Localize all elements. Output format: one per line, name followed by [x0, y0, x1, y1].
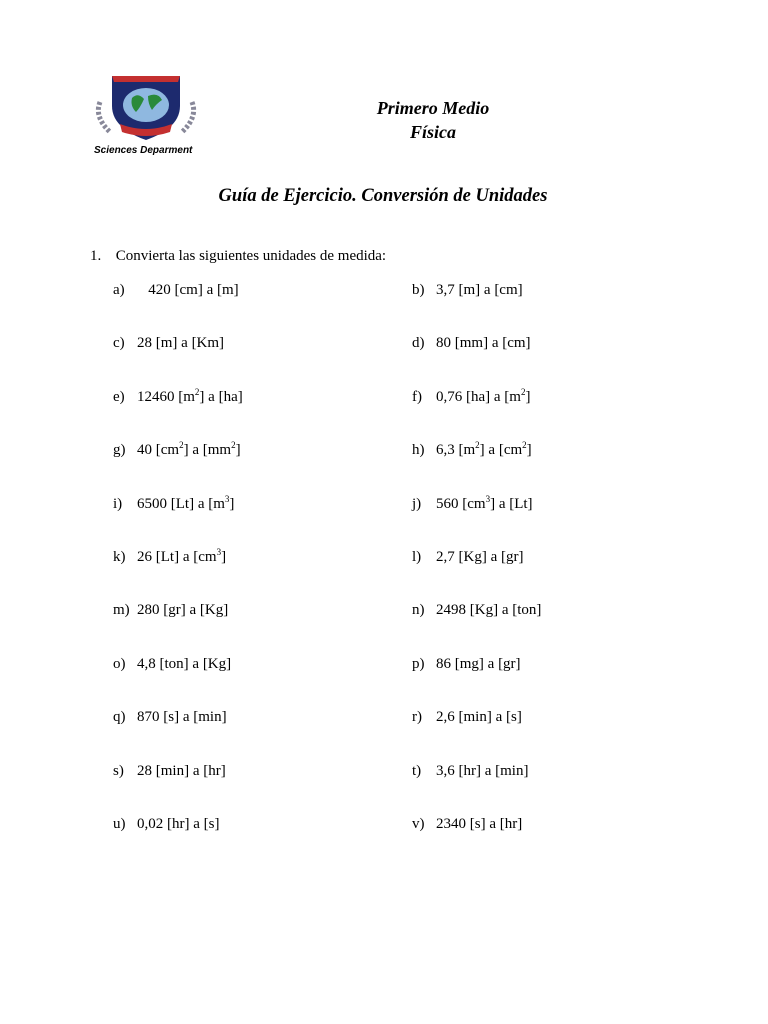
conversion-exercise [137, 493, 235, 513]
item-label: c) [113, 335, 125, 352]
item-label: m) [113, 602, 130, 619]
item-label: a) [113, 282, 125, 298]
item-label: s) [113, 762, 124, 779]
exercise-text: ] [525, 388, 531, 405]
exercise-text: 26 [Lt] a [cm [137, 549, 217, 565]
exercise-text: 0,76 [ha] a [m [436, 388, 521, 405]
exercise-text: ] a [cm [479, 442, 523, 459]
exercise-text: ] a [Lt] [490, 495, 533, 512]
exercise-text: 2,6 [min] a [s] [436, 709, 522, 726]
item-label: p) [412, 655, 425, 672]
exponent: 2 [475, 440, 480, 451]
exercise-text: 3,7 [m] a [cm] [436, 282, 523, 298]
conversion-exercise [137, 602, 228, 619]
item-label: n) [412, 602, 425, 619]
exponent: 2 [194, 386, 200, 397]
item-label: i) [113, 495, 123, 512]
exponent: 3 [485, 493, 491, 504]
item-label: j) [412, 495, 422, 512]
exercise-text: 560 [cm [436, 495, 486, 512]
conversion-exercise [137, 335, 224, 352]
exercise-text: 420 [cm] a [m] [137, 282, 239, 298]
conversion-exercise [137, 282, 239, 299]
exercise-text: 86 [mg] a [gr] [436, 655, 521, 672]
department-label: Sciences Deparment [94, 145, 193, 156]
exercise-text: ] [229, 495, 235, 512]
exercise-text: ] [221, 549, 227, 565]
exercise-text: 3,6 [hr] a [min] [436, 762, 529, 779]
conversion-exercise [436, 282, 523, 299]
subject-heading: Física [409, 122, 456, 142]
question-number: 1. [90, 248, 102, 264]
exercise-text: ] a [ha] [199, 388, 243, 405]
item-label: t) [412, 762, 422, 779]
conversion-exercise [137, 763, 226, 780]
exercise-text: ] [235, 442, 241, 459]
exercise-text: 12460 [m [137, 388, 195, 405]
document-title: Guía de Ejercicio. Conversión de Unidades [218, 186, 548, 206]
exercise-text: 2498 [Kg] a [ton] [436, 602, 542, 619]
exponent: 2 [179, 440, 184, 451]
exercise-text: 6500 [Lt] a [m [137, 495, 225, 512]
conversion-exercise [436, 493, 533, 513]
item-label: v) [412, 816, 425, 832]
school-logo [92, 72, 200, 142]
exponent: 3 [224, 493, 230, 504]
conversion-exercise [436, 335, 531, 352]
conversion-exercise [137, 386, 243, 406]
conversion-exercise [436, 549, 523, 566]
item-label: e) [113, 388, 125, 405]
conversion-exercise [137, 816, 219, 833]
exercise-text: 4,8 [ton] a [Kg] [137, 655, 232, 672]
course-heading: Primero Medio [376, 98, 490, 118]
exercise-text: 28 [min] a [hr] [137, 762, 226, 779]
exercise-text: 40 [cm [137, 442, 180, 459]
exercise-text: 2,7 [Kg] a [gr] [436, 549, 524, 565]
item-label: b) [412, 282, 425, 298]
conversion-exercise [436, 763, 528, 780]
question-1 [90, 248, 386, 265]
conversion-exercise [137, 709, 227, 726]
item-label: g) [113, 442, 126, 459]
exercise-text: 0,02 [hr] a [s] [137, 816, 220, 832]
conversion-exercise [137, 549, 226, 566]
question-text: Convierta las siguientes unidades de medida: [115, 248, 387, 264]
item-label: r) [412, 709, 422, 726]
exercise-text: 80 [mm] a [cm] [436, 335, 531, 352]
conversion-exercise [436, 656, 521, 673]
exercise-text: 870 [s] a [min] [137, 709, 227, 726]
item-label: u) [113, 816, 126, 832]
exercise-text: ] a [mm [183, 442, 232, 459]
conversion-exercise [137, 656, 231, 673]
conversion-exercise [436, 816, 522, 833]
conversion-exercise [436, 442, 532, 459]
conversion-exercise [436, 709, 522, 726]
item-label: d) [412, 335, 425, 352]
item-label: o) [113, 655, 126, 672]
conversion-exercise [436, 602, 541, 619]
item-label: k) [113, 549, 126, 565]
conversion-exercise [137, 442, 241, 459]
item-label: h) [412, 442, 425, 459]
exercise-text: 280 [gr] a [Kg] [137, 602, 229, 619]
exercise-text: 2340 [s] a [hr] [436, 816, 523, 832]
exponent: 2 [231, 440, 236, 451]
item-label: l) [412, 549, 422, 565]
exponent: 2 [520, 386, 526, 397]
item-label: f) [412, 388, 422, 405]
exponent: 3 [216, 547, 222, 557]
conversion-exercise [436, 386, 531, 406]
item-label: q) [113, 709, 126, 726]
exercise-text: 6,3 [m [436, 442, 476, 459]
exercise-text: ] [526, 442, 532, 459]
exponent: 2 [522, 440, 527, 451]
exercise-text: 28 [m] a [Km] [137, 335, 225, 352]
